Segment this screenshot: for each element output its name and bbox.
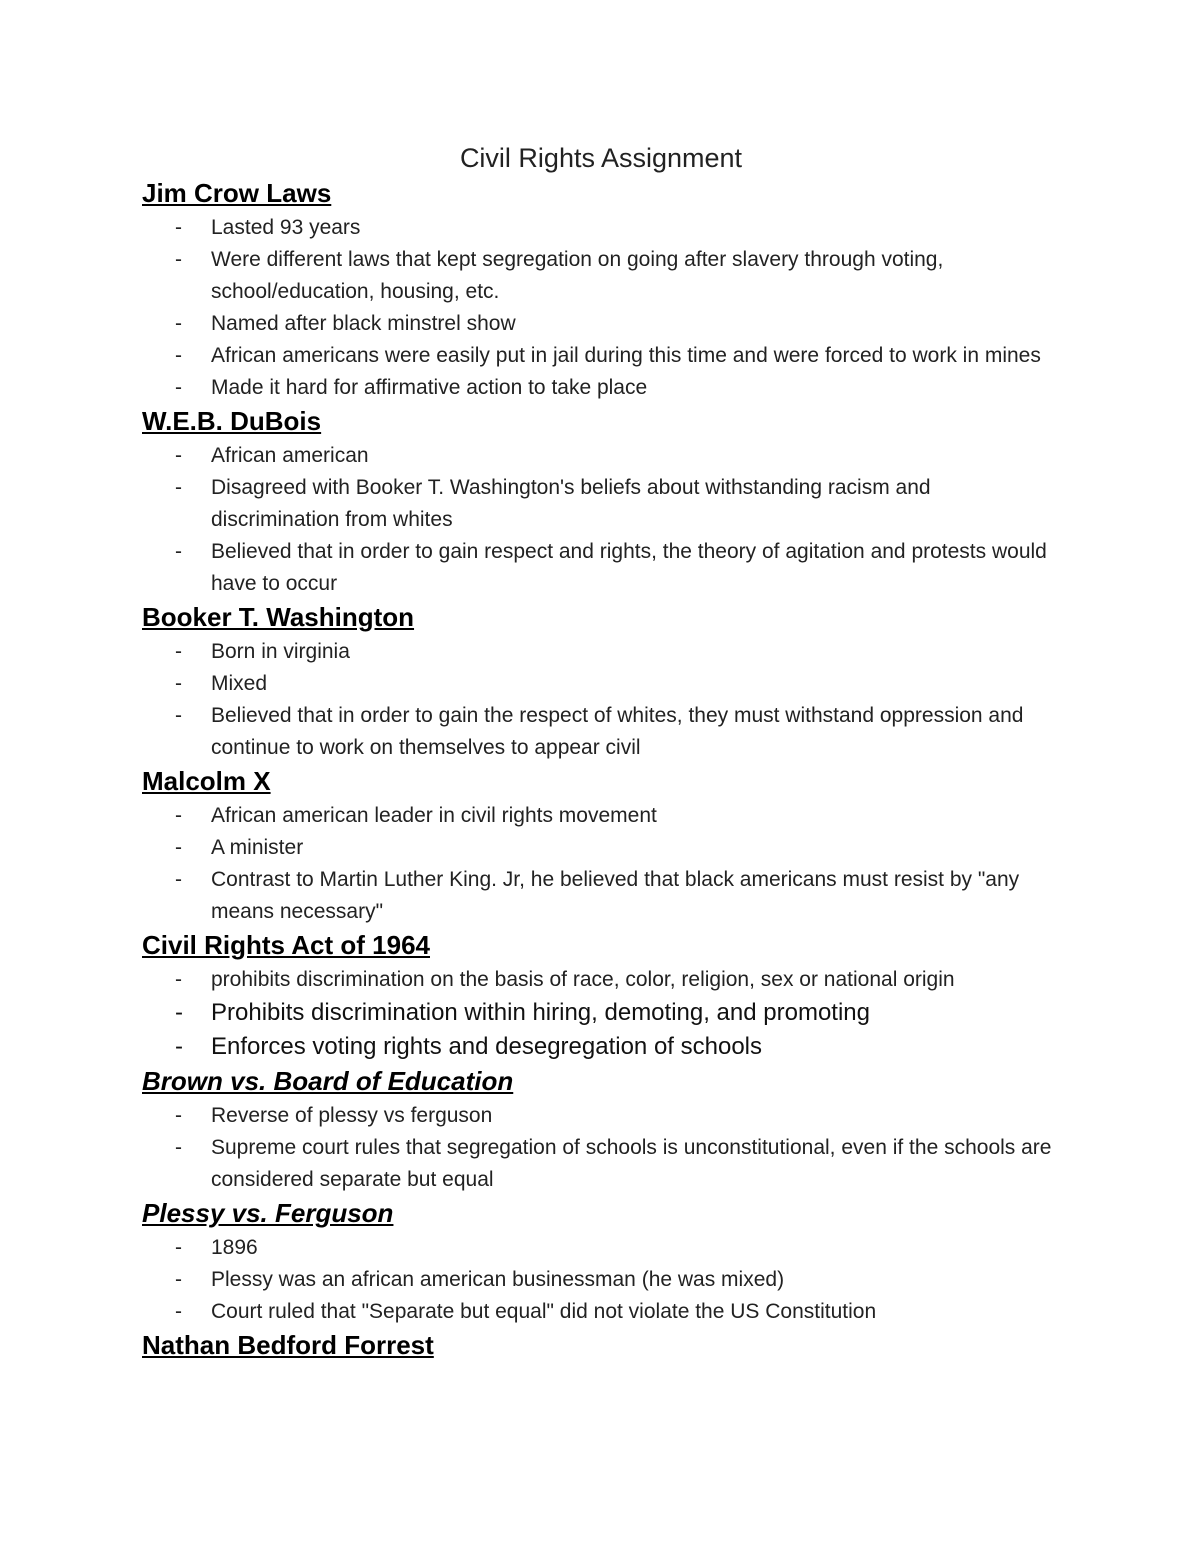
list-item: - Prohibits discrimination within hiring, demoting, and promoting bbox=[175, 999, 870, 1026]
section-malcolm-x bbox=[142, 764, 1060, 928]
section-civil-rights-act-1964 bbox=[142, 928, 1060, 1064]
section-web-dubois bbox=[142, 404, 1060, 600]
section-heading: Nathan Bedford Forrest bbox=[142, 1330, 434, 1360]
list-item: - Named after black minstrel show bbox=[175, 312, 516, 335]
list-item: - Believed that in order to gain respect and rights, the theory of agitation and protests would have to occur bbox=[175, 540, 1047, 595]
list-item: - A minister bbox=[175, 836, 304, 859]
bullet-list bbox=[142, 1100, 1060, 1196]
bullet-list bbox=[142, 1232, 1060, 1328]
section-heading: Plessy vs. Ferguson bbox=[142, 1198, 394, 1228]
section-heading: Booker T. Washington bbox=[142, 602, 415, 632]
section-jim-crow-laws bbox=[142, 176, 1060, 404]
section-heading: Malcolm X bbox=[142, 766, 271, 796]
bullet-list bbox=[142, 636, 1060, 764]
section-heading: W.E.B. DuBois bbox=[142, 406, 322, 436]
list-item: - Enforces voting rights and desegregation of schools bbox=[175, 1033, 763, 1060]
bullet-list bbox=[142, 964, 1060, 996]
section-nathan-bedford-forrest bbox=[142, 1328, 1060, 1364]
list-item: - Supreme court rules that segregation of schools is unconstitutional, even if the schools are considered separate but equal bbox=[175, 1136, 1052, 1191]
section-heading: Civil Rights Act of 1964 bbox=[142, 930, 430, 960]
list-item: - Disagreed with Booker T. Washington's beliefs about withstanding racism and discrimination from whites bbox=[175, 476, 931, 531]
section-booker-t-washington bbox=[142, 600, 1060, 764]
bullet-list bbox=[142, 800, 1060, 928]
list-item: - Were different laws that kept segregation on going after slavery through voting, school/education, housing, etc. bbox=[175, 248, 944, 303]
list-item: - Mixed bbox=[175, 672, 268, 695]
list-item: - 1896 bbox=[175, 1236, 258, 1259]
list-item: - Plessy was an african american businessman (he was mixed) bbox=[175, 1268, 785, 1291]
list-item: - African americans were easily put in jail during this time and were forced to work in mines bbox=[175, 344, 1041, 367]
list-item: - Born in virginia bbox=[175, 640, 350, 663]
list-item: - prohibits discrimination on the basis of race, color, religion, sex or national origin bbox=[175, 968, 955, 991]
list-item: - Lasted 93 years bbox=[175, 216, 361, 239]
list-item: - Made it hard for affirmative action to take place bbox=[175, 376, 648, 399]
section-plessy-vs-ferguson bbox=[142, 1196, 1060, 1328]
list-item: - Court ruled that "Separate but equal" did not violate the US Constitution bbox=[175, 1300, 877, 1323]
section-heading: Brown vs. Board of Education bbox=[142, 1066, 514, 1096]
list-item: - Believed that in order to gain the respect of whites, they must withstand oppression and continue to work on themselves to appear civil bbox=[175, 704, 1024, 759]
list-item: - Reverse of plessy vs ferguson bbox=[175, 1104, 493, 1127]
page-title: Civil Rights Assignment bbox=[459, 143, 743, 173]
section-heading: Jim Crow Laws bbox=[142, 178, 332, 208]
bullet-list bbox=[142, 212, 1060, 404]
list-item: - Contrast to Martin Luther King. Jr, he believed that black americans must resist by "any means necessary" bbox=[175, 868, 1020, 923]
list-item: - African american leader in civil rights movement bbox=[175, 804, 657, 827]
list-item: - African american bbox=[175, 444, 369, 467]
section-brown-vs-board bbox=[142, 1064, 1060, 1196]
document-page bbox=[142, 140, 1060, 1364]
bullet-list-large bbox=[142, 996, 1060, 1064]
bullet-list bbox=[142, 440, 1060, 600]
